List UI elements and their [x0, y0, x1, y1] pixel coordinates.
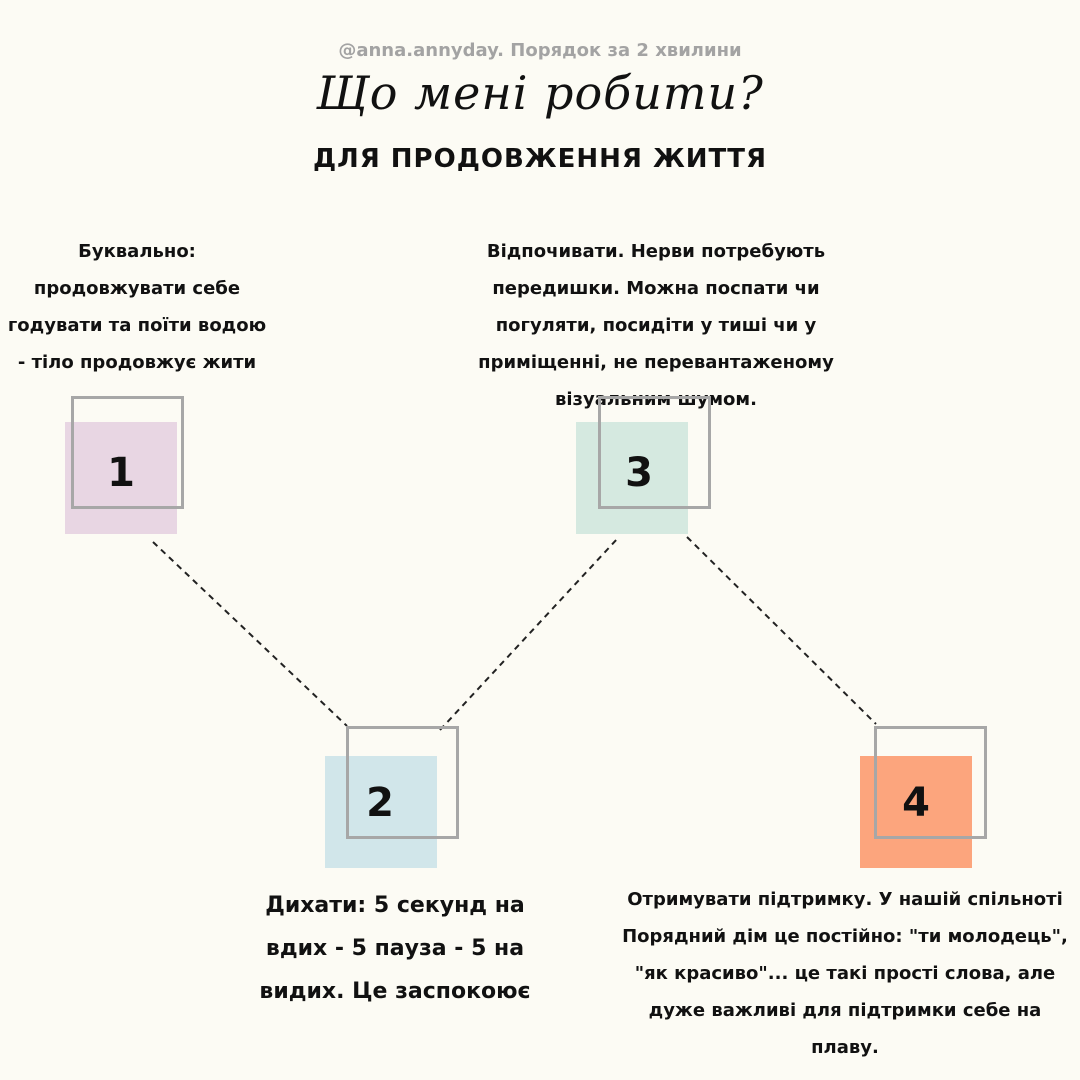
author-handle: @anna.annyday. Порядок за 2 хвилини	[338, 40, 742, 61]
step-4-number: 4	[902, 780, 930, 826]
step-3-description: Відпочивати. Нерви потребують передишки. Можна поспати чи погуляти, посидіти у тиші чи у приміщенні, не перевантаженому візуальним шумом.	[478, 241, 834, 410]
page-subtitle: ДЛЯ ПРОДОВЖЕННЯ ЖИТТЯ	[312, 144, 768, 174]
step-2-number: 2	[366, 780, 394, 826]
connector-1-2	[153, 542, 347, 726]
step-2-description: Дихати: 5 секунд на вдих - 5 пауза - 5 на видих. Це заспокоює	[259, 893, 531, 1004]
step-3-number: 3	[625, 450, 653, 496]
step-4-description: Отримувати підтримку. У нашій спільноті Порядний дім це постійно: "ти молодець", "як красиво"... це такі прості слова, але дуже важливі для підтримки себе на плаву.	[622, 889, 1068, 1058]
connector-3-4	[687, 537, 876, 724]
connector-2-3	[440, 538, 618, 730]
page-title: Що мені робити?	[316, 66, 764, 120]
step-1-number: 1	[107, 450, 135, 496]
step-1-description: Буквально: продовжувати себе годувати та поїти водою - тіло продовжує жити	[7, 241, 267, 373]
